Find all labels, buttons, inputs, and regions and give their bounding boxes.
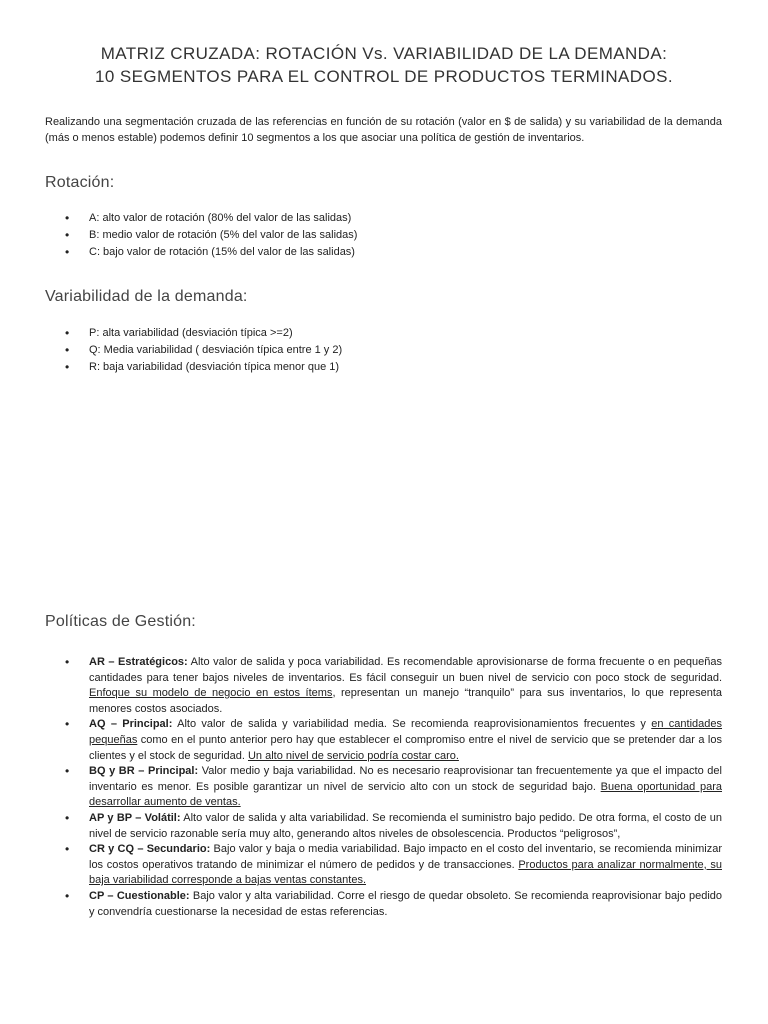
list-item: • R: baja variabilidad (desviación típica menor que 1) bbox=[45, 359, 722, 376]
rotacion-list bbox=[45, 210, 722, 261]
policy-item-ar bbox=[45, 655, 722, 717]
policy-item-aq bbox=[45, 717, 722, 764]
policy-label: BQ y BR – Principal: bbox=[89, 765, 199, 778]
list-item: • Q: Media variabilidad ( desviación típica entre 1 y 2) bbox=[45, 342, 722, 359]
policy-item-cr-cq bbox=[45, 842, 722, 889]
policy-item-ap-bp bbox=[45, 811, 722, 842]
list-item: • A: alto valor de rotación (80% del valor de las salidas) bbox=[45, 210, 722, 227]
list-item: • C: bajo valor de rotación (15% del valor de las salidas) bbox=[45, 244, 722, 261]
variabilidad-heading: Variabilidad de la demanda: bbox=[45, 288, 248, 305]
policy-text: , representan un manejo “tranquilo” para sus inventarios, lo que representa menores costos asociados. bbox=[89, 687, 723, 715]
policy-text: Alto valor de salida y poca variabilidad. Es recomendable aprovisionarse de forma frecuente o en pequeñas cantidades para tener bajos niveles de inventarios. Es fácil conseguir un buen nivel de servicio con poco stock de seguridad. bbox=[89, 656, 722, 684]
politicas-heading: Políticas de Gestión: bbox=[45, 613, 196, 630]
policy-label: AQ – Principal: bbox=[89, 718, 173, 731]
policy-text: Bajo valor y alta variabilidad. Corre el riesgo de quedar obsoleto. Se recomienda reaprovisionar bajo pedido y convendría cuestionarse la necesidad de estas referencias. bbox=[89, 889, 722, 918]
policy-label: AP y BP – Volátil: bbox=[89, 811, 181, 824]
title-line-2: 10 SEGMENTOS PARA EL CONTROL DE PRODUCTOS TERMINADOS. bbox=[95, 67, 673, 86]
policy-item-bq-br bbox=[45, 764, 722, 811]
policy-text: Valor medio y baja variabilidad. No es necesario reaprovisionar tan frecuentemente ya que el impacto del inventario es menor. Es posible garantizar un nivel de servicio alto con un stock de seguridad bajo. bbox=[89, 765, 722, 793]
policy-label: CP – Cuestionable: bbox=[89, 889, 190, 902]
politicas-list bbox=[45, 655, 722, 920]
policy-label: CR y CQ – Secundario: bbox=[89, 843, 211, 856]
title-line-1: MATRIZ CRUZADA: ROTACIÓN Vs. VARIABILIDAD DE LA DEMANDA: bbox=[100, 44, 668, 63]
policy-label: AR – Estratégicos: bbox=[89, 656, 188, 668]
document-title bbox=[40, 42, 728, 88]
intro-paragraph: Realizando una segmentación cruzada de las referencias en función de su rotación (valor en $ de salida) y su variabilidad de la demanda (más o menos estable) podemos definir 10 segmentos a los que asociar una política de gestión de inventarios. bbox=[45, 116, 722, 144]
policy-item-cp bbox=[45, 889, 722, 920]
policy-text: Bajo valor y baja o media variabilidad. Bajo impacto en el costo del inventario, se recomienda minimizar los costos operativos tratando de minimizar el número de pedidos y de transacciones. bbox=[89, 843, 723, 871]
list-item: • B: medio valor de rotación (5% del valor de las salidas) bbox=[45, 227, 722, 244]
policy-text: Alto valor de salida y alta variabilidad. Se recomienda el suministro bajo pedido. De otra forma, el costo de un nivel de servicio razonable sería muy alto, generando altos niveles de obsolescencia. Productos “peligrosos”, bbox=[89, 811, 722, 840]
policy-underlined-text: Un alto nivel de servicio podría costar caro. bbox=[247, 749, 459, 762]
variabilidad-list bbox=[45, 325, 722, 376]
policy-underlined-text: en cantidades pequeñas bbox=[89, 718, 723, 746]
policy-underlined-text: Productos para analizar normalmente, su baja variabilidad corresponde a bajas ventas constantes. bbox=[89, 858, 722, 887]
policy-underlined-text: Enfoque su modelo de negocio en estos ítems bbox=[89, 687, 333, 700]
policy-text: Alto valor de salida y variabilidad media. Se recomienda reaprovisionamientos frecuentes y bbox=[172, 718, 652, 731]
policy-text: como en el punto anterior pero hay que establecer el compromiso entre el nivel de servicio que se pretender dar a los clientes y el stock de seguridad. bbox=[89, 733, 722, 762]
rotacion-heading: Rotación: bbox=[45, 174, 115, 191]
policy-underlined-text: Buena oportunidad para desarrollar aumento de ventas. bbox=[89, 780, 722, 809]
list-item: • P: alta variabilidad (desviación típica >=2) bbox=[45, 325, 722, 342]
